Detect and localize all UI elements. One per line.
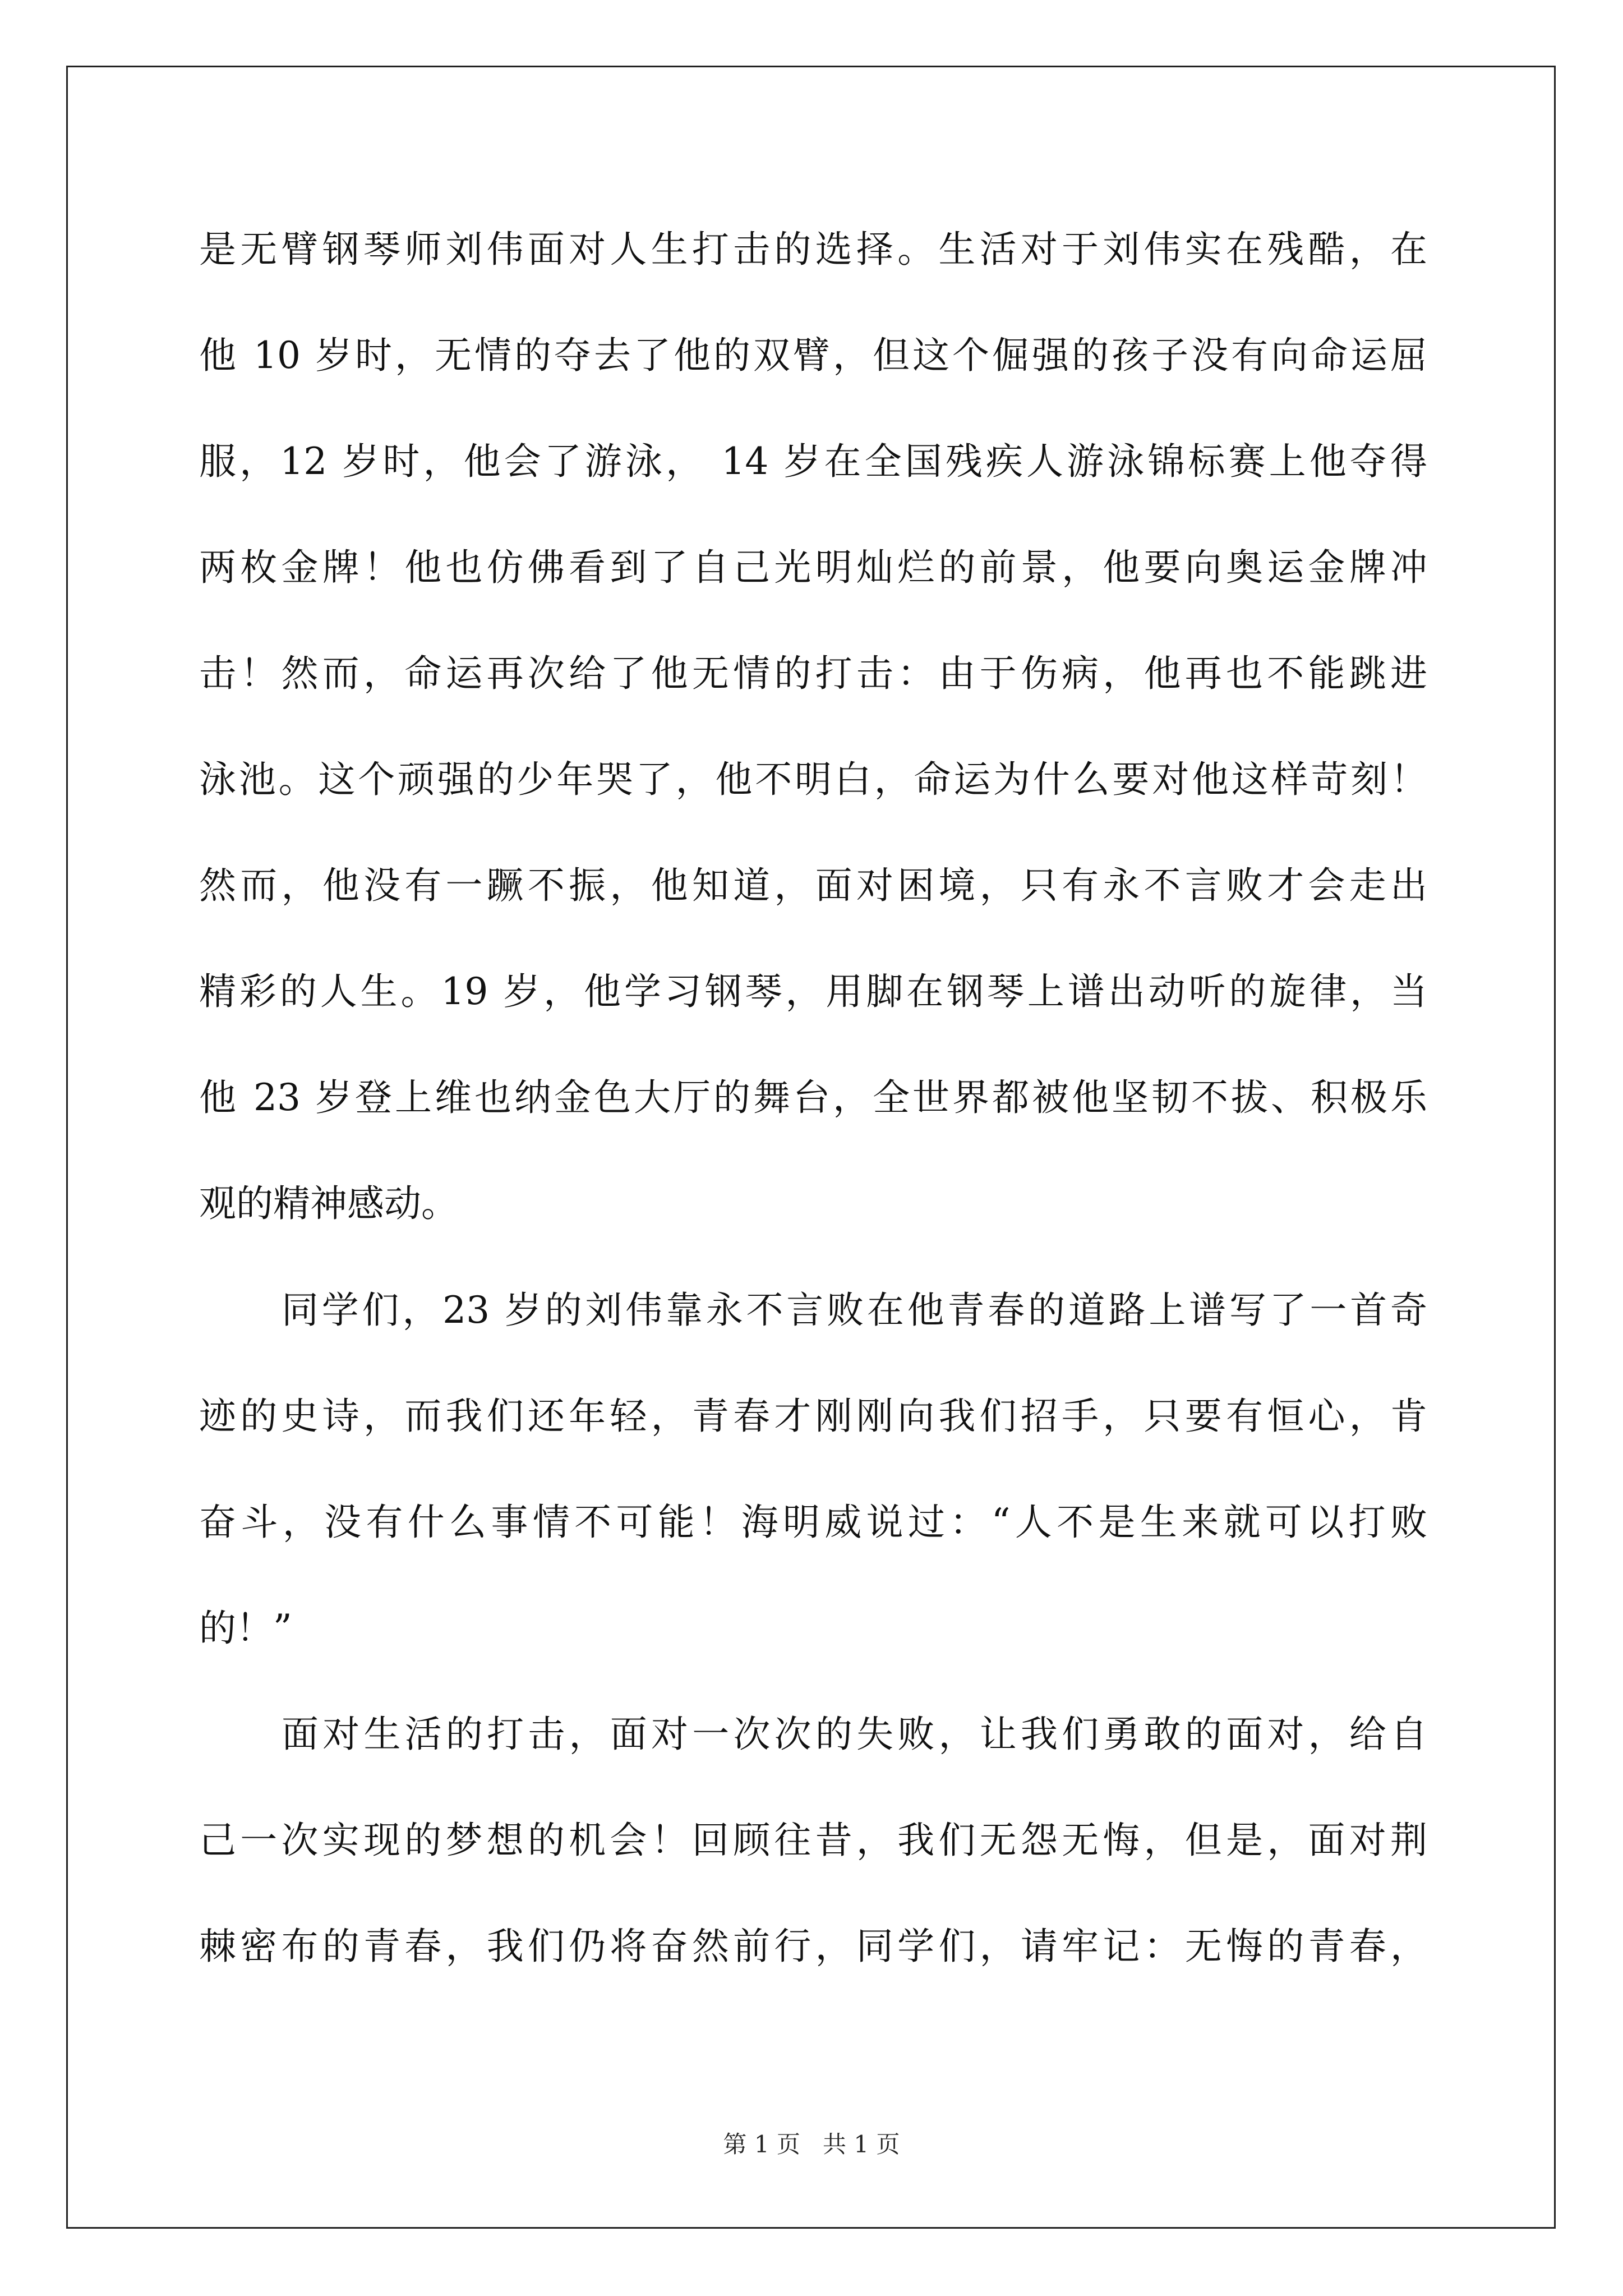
text-line: 服，12 岁时，他会了游泳， 14 岁在全国残疾人游泳锦标赛上他夺得 bbox=[199, 440, 1427, 483]
text-line: 己一次实现的梦想的机会！回顾往昔，我们无怨无悔，但是，面对荆 bbox=[199, 1819, 1427, 1862]
text-line: 他 10 岁时，无情的夺去了他的双臂，但这个倔强的孩子没有向命运屈 bbox=[199, 334, 1427, 377]
text-line: 精彩的人生。19 岁，他学习钢琴，用脚在钢琴上谱出动听的旋律，当 bbox=[199, 970, 1427, 1013]
text-line: 的！” bbox=[199, 1607, 292, 1650]
text-line: 泳池。这个顽强的少年哭了，他不明白，命运为什么要对他这样苛刻！ bbox=[199, 758, 1427, 801]
text-line: 迹的史诗，而我们还年轻，青春才刚刚向我们招手，只要有恒心，肯 bbox=[199, 1395, 1427, 1438]
text-line: 面对生活的打击，面对一次次的失败，让我们勇敢的面对，给自 bbox=[282, 1713, 1427, 1756]
text-line: 是无臂钢琴师刘伟面对人生打击的选择。生活对于刘伟实在残酷，在 bbox=[199, 228, 1427, 271]
page-footer: 第 1 页 共 1 页 bbox=[723, 2131, 900, 2158]
text-line: 击！然而，命运再次给了他无情的打击：由于伤病，他再也不能跳进 bbox=[199, 652, 1427, 695]
text-line: 棘密布的青春，我们仍将奋然前行，同学们，请牢记：无悔的青春， bbox=[199, 1925, 1427, 1968]
text-line: 他 23 岁登上维也纳金色大厅的舞台，全世界都被他坚韧不拔、积极乐 bbox=[199, 1076, 1427, 1119]
text-line: 同学们，23 岁的刘伟靠永不言败在他青春的道路上谱写了一首奇 bbox=[282, 1289, 1427, 1332]
text-line: 观的精神感动。 bbox=[199, 1182, 458, 1225]
text-line: 奋斗，没有什么事情不可能！海明威说过：“人不是生来就可以打败 bbox=[199, 1501, 1427, 1544]
text-line: 两枚金牌！他也仿佛看到了自己光明灿烂的前景，他要向奥运金牌冲 bbox=[199, 546, 1427, 589]
page-border bbox=[66, 66, 1556, 2229]
text-line: 然而，他没有一蹶不振，他知道，面对困境，只有永不言败才会走出 bbox=[199, 864, 1427, 907]
